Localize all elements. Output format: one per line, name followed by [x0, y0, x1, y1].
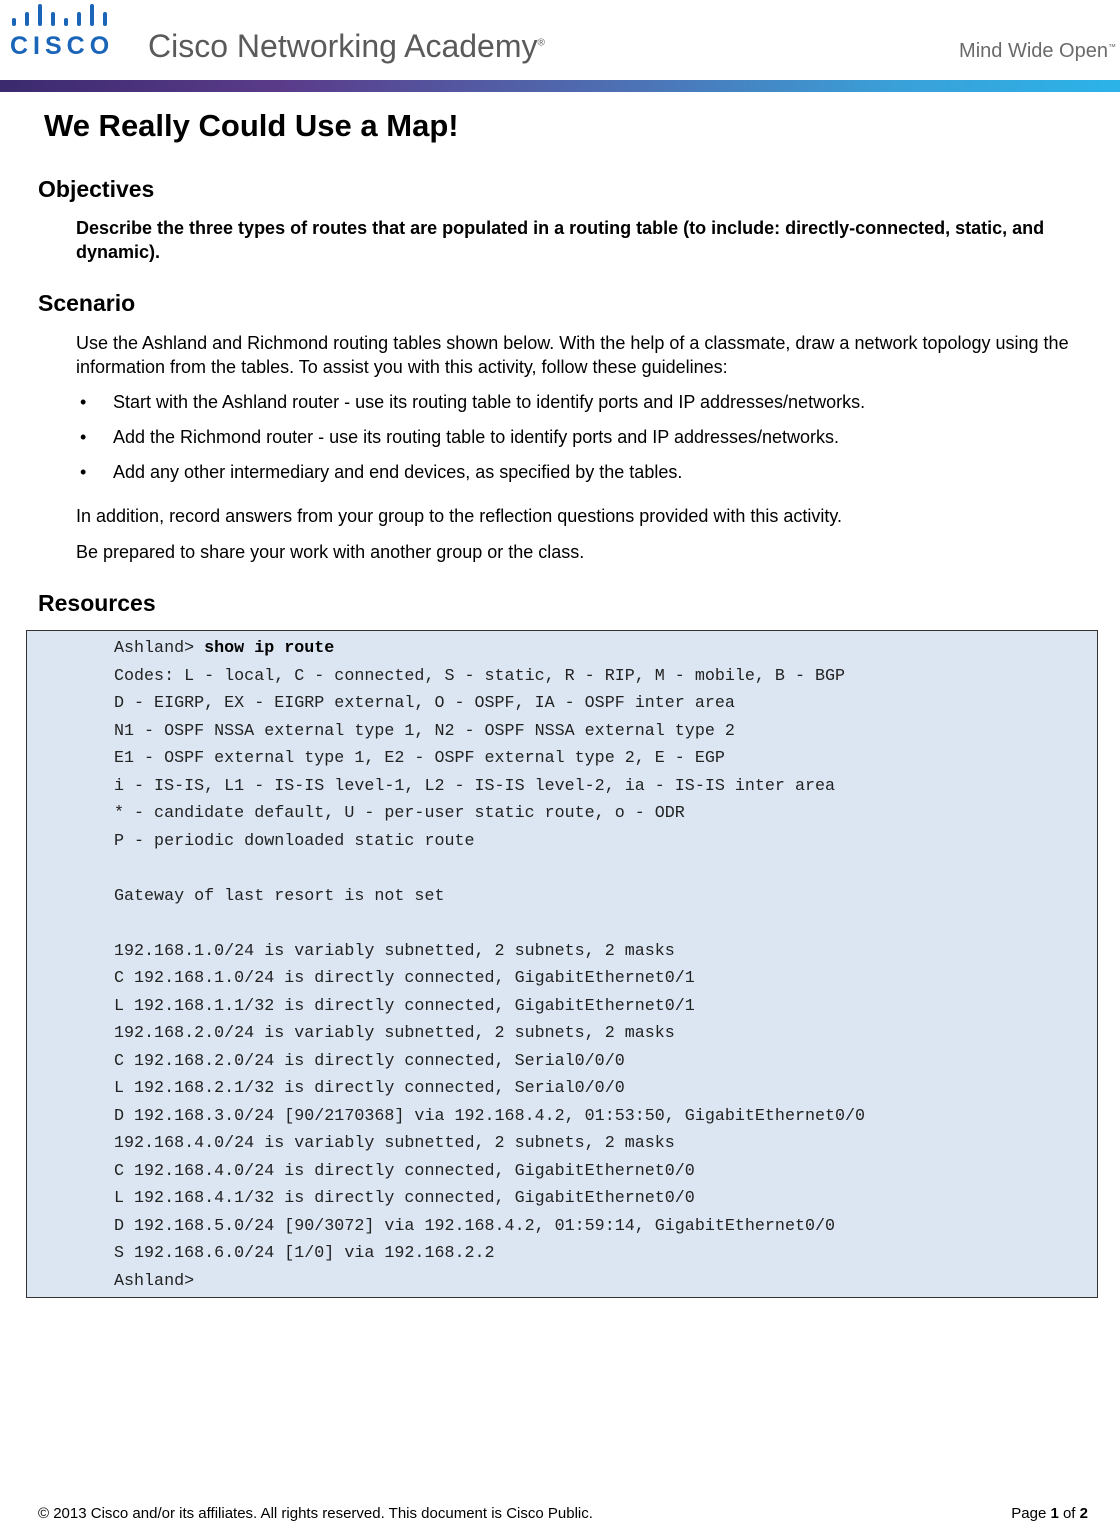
cli-prompt: Ashland> [114, 639, 205, 658]
code-line: 192.168.1.0/24 is variably subnetted, 2 subnets, 2 masks [114, 941, 675, 961]
reflection-paragraph: In addition, record answers from your group to the reflection questions provided with this activity. [76, 506, 843, 526]
code-line [114, 859, 865, 887]
academy-name-text: Cisco Networking Academy [148, 28, 538, 64]
cisco-logo-icon [10, 2, 112, 32]
objectives-heading: Objectives [38, 176, 155, 202]
code-line: 192.168.4.0/24 is variably subnetted, 2 subnets, 2 masks [114, 1134, 675, 1153]
code-line: C 192.168.4.0/24 is directly connected, GigabitEthernet0/0 [114, 1161, 695, 1181]
code-line [114, 914, 865, 942]
code-line: L 192.168.2.1/32 is directly connected, Serial0/0/0 [114, 1079, 625, 1098]
trademark: ™ [1108, 42, 1116, 52]
page-title: We Really Could Use a Map! [44, 108, 459, 143]
command-line [114, 639, 865, 667]
code-line: * - candidate default, U - per-user static route, o - ODR [114, 804, 685, 823]
cli-command: show ip route [204, 639, 335, 658]
list-item: • Add any other intermediary and end devices, as specified by the tables. [76, 462, 865, 497]
code-line: C 192.168.2.0/24 is directly connected, Serial0/0/0 [114, 1051, 625, 1071]
code-line: D - EIGRP, EX - EIGRP external, O - OSPF, IA - OSPF inter area [114, 694, 735, 713]
code-line: L 192.168.1.1/32 is directly connected, GigabitEthernet0/1 [114, 996, 695, 1016]
tagline [959, 40, 1116, 63]
code-line: E1 - OSPF external type 1, E2 - OSPF external type 2, E - EGP [114, 749, 725, 768]
code-line: L 192.168.4.1/32 is directly connected, GigabitEthernet0/0 [114, 1189, 695, 1208]
page-prefix: Page [1011, 1505, 1051, 1522]
list-item: • Add the Richmond router - use its routing table to identify ports and IP addresses/networks. [76, 427, 865, 462]
code-line: S 192.168.6.0/24 [1/0] via 192.168.2.2 [114, 1244, 495, 1263]
code-line: Codes: L - local, C - connected, S - static, R - RIP, M - mobile, B - BGP [114, 666, 846, 686]
guidelines-list [76, 392, 865, 497]
code-line: N1 - OSPF NSSA external type 1, N2 - OSPF NSSA external type 2 [114, 721, 735, 741]
routing-table-output [26, 630, 1098, 1298]
code-line: D 192.168.3.0/24 [90/2170368] via 192.168.4.2, 01:53:50, GigabitEthernet0/0 [114, 1106, 866, 1126]
footer-copyright: © 2013 Cisco and/or its affiliates. All rights reserved. This document is Cisco Public. [38, 1505, 593, 1522]
objective-text: Describe the three types of routes that are populated in a routing table (to include: directly-connected, static, and dynamic). [76, 218, 1045, 262]
page-total: 2 [1079, 1505, 1088, 1522]
code-line: C 192.168.1.0/24 is directly connected, GigabitEthernet0/1 [114, 969, 695, 988]
header-gradient-bar [0, 80, 1120, 92]
page-of: of [1058, 1505, 1080, 1522]
code-line: D 192.168.5.0/24 [90/3072] via 192.168.4.2, 01:59:14, GigabitEthernet0/0 [114, 1216, 836, 1236]
code-line: P - periodic downloaded static route [114, 831, 475, 851]
scenario-intro: Use the Ashland and Richmond routing tables shown below. With the help of a classmate, draw a network topology using the information from the tables. To assist you with this activity, follow these guidelines: [76, 333, 1069, 377]
tagline-text: Mind Wide Open [959, 40, 1108, 62]
code-line: Gateway of last resort is not set [114, 886, 445, 906]
code-line: Ashland> [114, 1271, 195, 1291]
resources-heading: Resources [38, 590, 156, 616]
page-number [1011, 1505, 1088, 1522]
page-header [0, 0, 1120, 92]
code-line: i - IS-IS, L1 - IS-IS level-1, L2 - IS-IS level-2, ia - IS-IS inter area [114, 776, 836, 796]
scenario-heading: Scenario [38, 290, 136, 316]
code-line: 192.168.2.0/24 is variably subnetted, 2 subnets, 2 masks [114, 1024, 675, 1043]
page-current: 1 [1050, 1505, 1059, 1522]
registered-mark: ® [537, 37, 545, 49]
list-item: • Start with the Ashland router - use its routing table to identify ports and IP addresses/networks. [76, 392, 865, 427]
routing-table-lines [114, 639, 865, 1299]
share-paragraph: Be prepared to share your work with another group or the class. [76, 542, 585, 562]
academy-name [148, 28, 545, 65]
cisco-wordmark: CISCO [10, 32, 115, 60]
